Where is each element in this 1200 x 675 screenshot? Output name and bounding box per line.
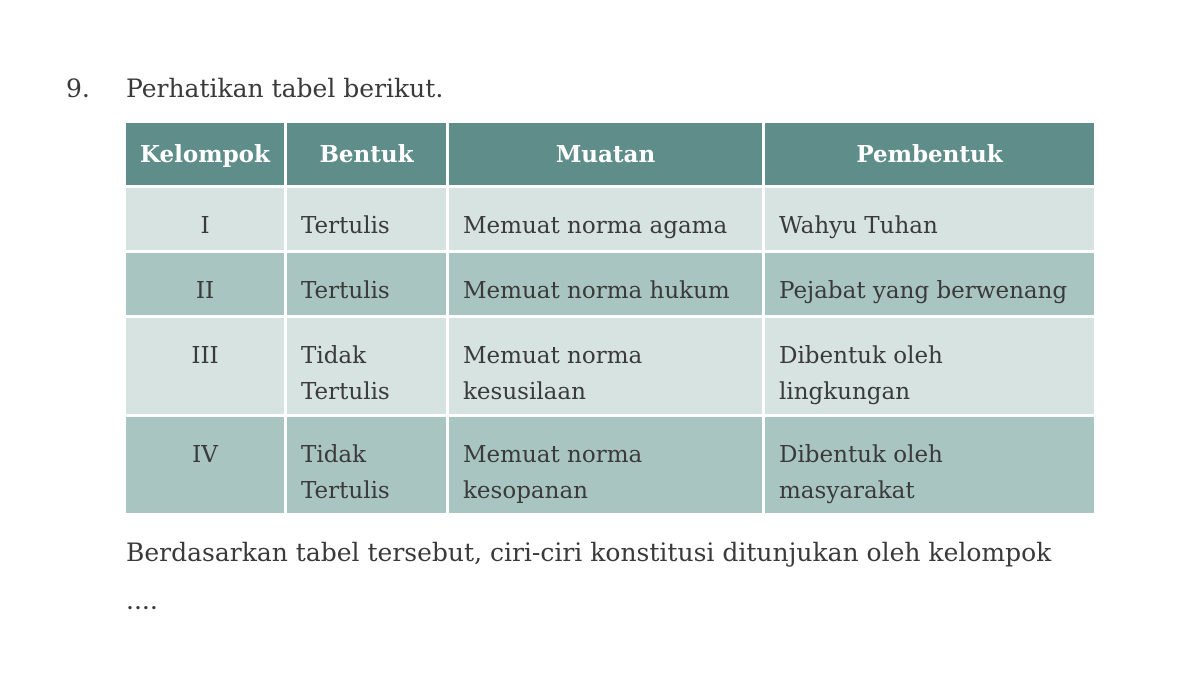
cell-text: Dibentuk oleh — [779, 343, 943, 369]
cell-muatan — [449, 188, 765, 253]
cell-text: Memuat norma — [463, 343, 643, 369]
cell-text: Pejabat yang berwenang — [779, 278, 1068, 304]
cell-pembentuk — [765, 253, 1094, 318]
cell-text: kesopanan — [463, 478, 588, 504]
cell-kelompok: I — [126, 188, 287, 253]
cell-muatan — [449, 417, 765, 516]
cell-kelompok: II — [126, 253, 287, 318]
cell-text: kesusilaan — [463, 379, 586, 405]
data-table — [126, 123, 1094, 516]
cell-text: Dibentuk oleh — [779, 442, 943, 468]
cell-pembentuk — [765, 318, 1094, 417]
table-row — [126, 318, 1094, 417]
cell-bentuk — [287, 318, 449, 417]
table-row — [126, 253, 1094, 318]
header-bentuk: Bentuk — [287, 123, 449, 188]
cell-text: Tertulis — [301, 213, 390, 239]
answer-blank: .... — [126, 586, 158, 615]
cell-text: masyarakat — [779, 478, 915, 504]
question-footer: Berdasarkan tabel tersebut, ciri-ciri konstitusi ditunjukan oleh kelompok — [126, 538, 1052, 567]
cell-text: Tertulis — [301, 379, 390, 405]
header-muatan: Muatan — [449, 123, 765, 188]
cell-text: Tertulis — [301, 278, 390, 304]
header-pembentuk: Pembentuk — [765, 123, 1094, 188]
cell-bentuk — [287, 417, 449, 516]
cell-bentuk — [287, 188, 449, 253]
table-header-row — [126, 123, 1094, 188]
cell-bentuk — [287, 253, 449, 318]
cell-text: lingkungan — [779, 379, 911, 405]
question-number: 9. — [66, 74, 90, 103]
header-kelompok: Kelompok — [126, 123, 287, 188]
cell-text: Memuat norma agama — [463, 213, 728, 239]
cell-pembentuk — [765, 417, 1094, 516]
table-row — [126, 188, 1094, 253]
cell-text: Tertulis — [301, 478, 390, 504]
cell-text: Tidak — [301, 442, 367, 468]
cell-text: Wahyu Tuhan — [779, 213, 938, 239]
cell-muatan — [449, 253, 765, 318]
cell-text: Memuat norma — [463, 442, 643, 468]
cell-kelompok: IV — [126, 417, 287, 516]
question-intro: Perhatikan tabel berikut. — [126, 74, 444, 103]
cell-muatan — [449, 318, 765, 417]
cell-pembentuk — [765, 188, 1094, 253]
cell-text: Tidak — [301, 343, 367, 369]
table-row — [126, 417, 1094, 516]
cell-kelompok: III — [126, 318, 287, 417]
cell-text: Memuat norma hukum — [463, 278, 730, 304]
